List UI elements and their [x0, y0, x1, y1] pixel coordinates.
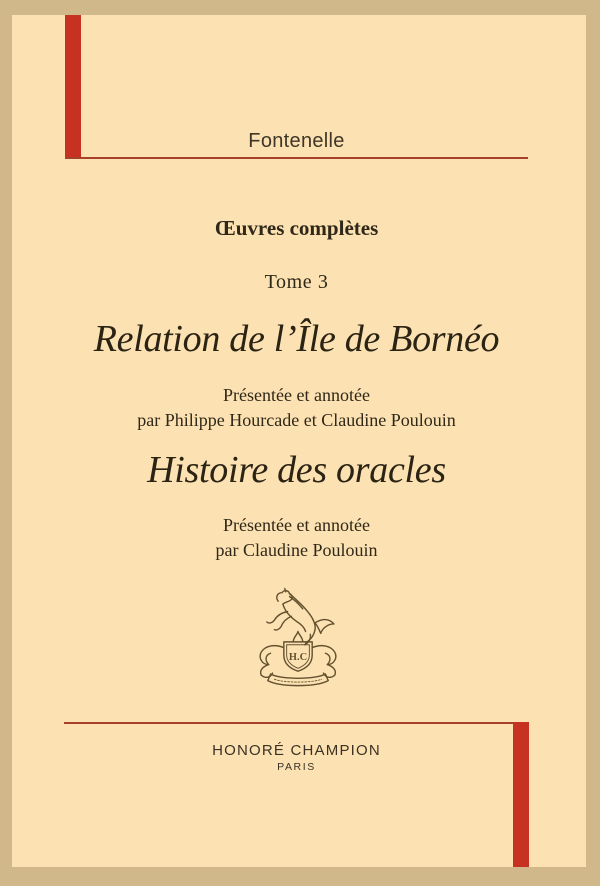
credit-1-line-2: par Philippe Hourcade et Claudine Poulouin: [137, 410, 456, 430]
credit-2-line-1: Présentée et annotée: [223, 515, 370, 535]
volume-number: Tome 3: [264, 271, 329, 293]
top-horizontal-rule: [65, 157, 528, 159]
publisher-city: PARIS: [277, 761, 316, 773]
bottom-horizontal-rule: [64, 722, 529, 724]
emblem-initials: H.C: [288, 651, 308, 663]
main-title-2: Histoire des oracles: [147, 449, 446, 491]
editors-credit-1: [0, 383, 593, 433]
series-title: Œuvres complètes: [214, 216, 379, 240]
main-title-1: Relation de l’Île de Bornéo: [93, 318, 500, 360]
editors-credit-2: [0, 513, 593, 563]
credit-2-line-2: par Claudine Poulouin: [215, 540, 378, 560]
publisher-name: HONORÉ CHAMPION: [212, 742, 381, 759]
credit-1-line-1: Présentée et annotée: [223, 385, 370, 405]
author-name: Fontenelle: [248, 130, 345, 152]
rearing-horse-emblem-icon: [246, 587, 350, 693]
